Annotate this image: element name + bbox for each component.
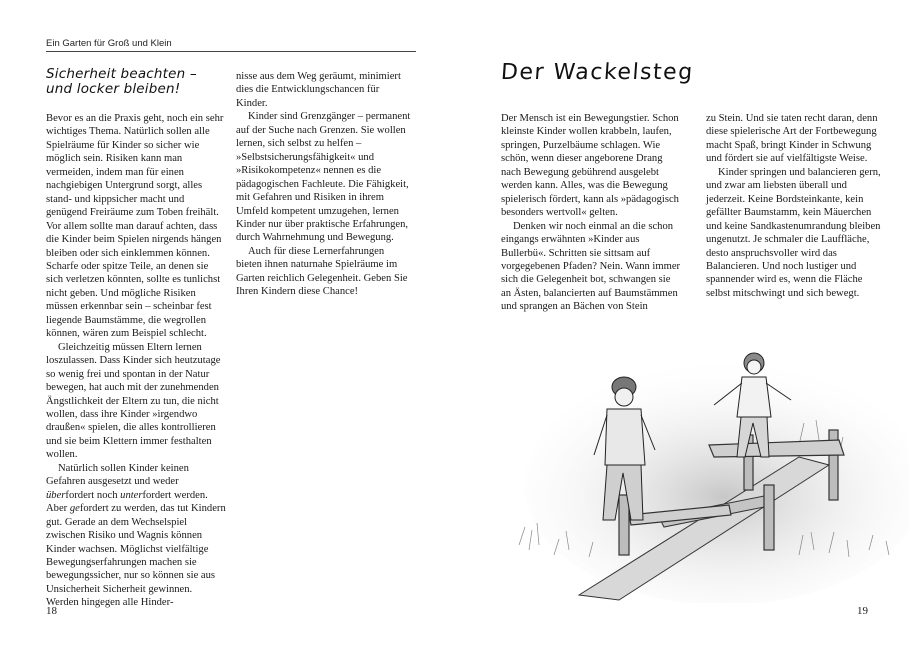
chapter-title: Der Wackelsteg: [500, 60, 695, 85]
text-column-1: [501, 112, 681, 314]
running-head: Ein Garten für Groß und Klein: [46, 38, 172, 49]
paragraph: Bevor es an die Praxis geht, noch ein sehr wichtiges Thema. Natürlich sollen alle Spielräume für Kinder so sicher wie möglich sein. Risiken kann man vermeiden, indem man für einen nachgiebigen Untergrund sorgt, alles stand- und kippsicher macht und genügend Freiräume zum Toben freihält. Vor allem sollte man darauf achten, dass die Kinder beim Spielen nirgends hängen bleiben oder sich einklemmen können. Scharfe oder spitze Teile, an denen sie sich verletzen könnten, sollte es tunlichst nicht geben. Und mögliche Risiken müssen erkennbar sein – scheinbar fest liegende Baumstämme, die wegrollen können, wären zum Beispiel schlecht.: [46, 113, 224, 340]
background-foliage: [524, 365, 909, 603]
text-span: fordert noch: [65, 489, 121, 501]
section-title: [46, 67, 226, 97]
emphasis: über: [46, 489, 66, 501]
page-number: 18: [46, 605, 57, 617]
header-rule: [46, 51, 416, 52]
paragraph: Kinder sind Grenzgänger – permanent auf der Suche nach Grenzen. Sie wollen lernen, sich selbst zu helfen – »Selbstsicherungsfähigkeit« und »Risikokompetenz« nennen es die pädagogischen Fachleute. Die Fähigkeit, mit Gefahren und Risiken in ihrem Umfeld kompetent umzugehen, lernen Kinder nur über praktische Erfahrungen, durch Wahrnehmung und Bewegung.: [236, 111, 411, 244]
text-column-2: [236, 70, 412, 299]
paragraph: Auch für diese Lernerfahrungen bieten ihnen naturnahe Spielräume im Garten reichlich Gelegenheit. Geben Sie Ihren Kindern diese Chance!: [236, 245, 408, 298]
emphasis: ge: [69, 503, 80, 515]
paragraph: Der Mensch ist ein Bewegungstier. Schon kleinste Kinder wollen krabbeln, laufen, springen, Purzelbäume schlagen. Wie schön, wenn dieser angeborene Drang nach Bewegung gebührend ausgelebt werden kann. Alles, was die Bewegung spielerisch fördert, kann als »pädagogisch besonders wertvoll« gelten.: [501, 113, 679, 219]
right-page: [459, 0, 918, 648]
text-column-1: [46, 112, 226, 610]
text-span: fordert zu werden, das tut Kindern gut. Gerade an dem Wechselspiel zwischen Risiko und Wagnis können Kinder wachsen. Möglichst vielfältige Bewegungserfahrungen machen sie bewegungssicher, nur so können sie aus Unsicherheit Sicherheit gewinnen. Werden hingegen alle Hinder-: [46, 503, 226, 609]
text-span: fordert werden. Aber: [46, 489, 208, 515]
paragraph: zu Stein. Und sie taten recht daran, denn diese spielerische Art der Fortbewegung macht Spaß, bringt Kinder in Schwung und fördert sie auf vielfältigste Weise.: [706, 113, 878, 165]
paragraph: nisse aus dem Weg geräumt, minimiert dies die Entwicklungschancen für Kinder.: [236, 71, 401, 109]
paragraph: [46, 462, 226, 610]
section-title-line-2: und locker bleiben!: [46, 81, 181, 97]
text-span: Natürlich sollen Kinder keinen Gefahren ausgesetzt und weder: [46, 462, 189, 488]
paragraph: Gleichzeitig müssen Eltern lernen loszulassen. Dass Kinder sich heutzutage so wenig frei und spontan in der Natur bewegen, hat auch mit der zunehmenden Ängstlichkeit der Eltern zu tun, die nicht wollen, dass ihre Kinder »irgendwo draußen« spielen, die alles kontrollieren und sie beim Klettern immer festhalten wollen.: [46, 341, 221, 461]
wobbly-bridge-illustration: [499, 345, 909, 603]
page-number: 19: [857, 605, 868, 617]
paragraph: Denken wir noch einmal an die schon eingangs erwähnten »Kinder aus Bullerbü«. Schritten sie sittsam auf vorgegebenen Pfaden? Nein. Wann immer sich die Gelegenheit bot, schwangen sie an Ästen, balancierten auf Baumstämmen und sprangen an Bächen von Stein: [501, 220, 681, 313]
emphasis: unter: [120, 489, 143, 501]
section-title-line-1: Sicherheit beachten –: [46, 66, 197, 82]
paragraph: Kinder springen und balancieren gern, und zwar am liebsten überall und jederzeit. Keine Bordsteinkante, kein gefällter Baumstamm, kein Mäuerchen und keine Sandkastenumrandung bleiben ungenutzt. Je schmaler die Lauffläche, desto anspruchsvoller wird das Balancieren. Und noch lustiger und spannender wird es, wenn die Fläche selbst mitschwingt und sich bewegt.: [706, 166, 881, 299]
text-column-2: [706, 112, 884, 300]
